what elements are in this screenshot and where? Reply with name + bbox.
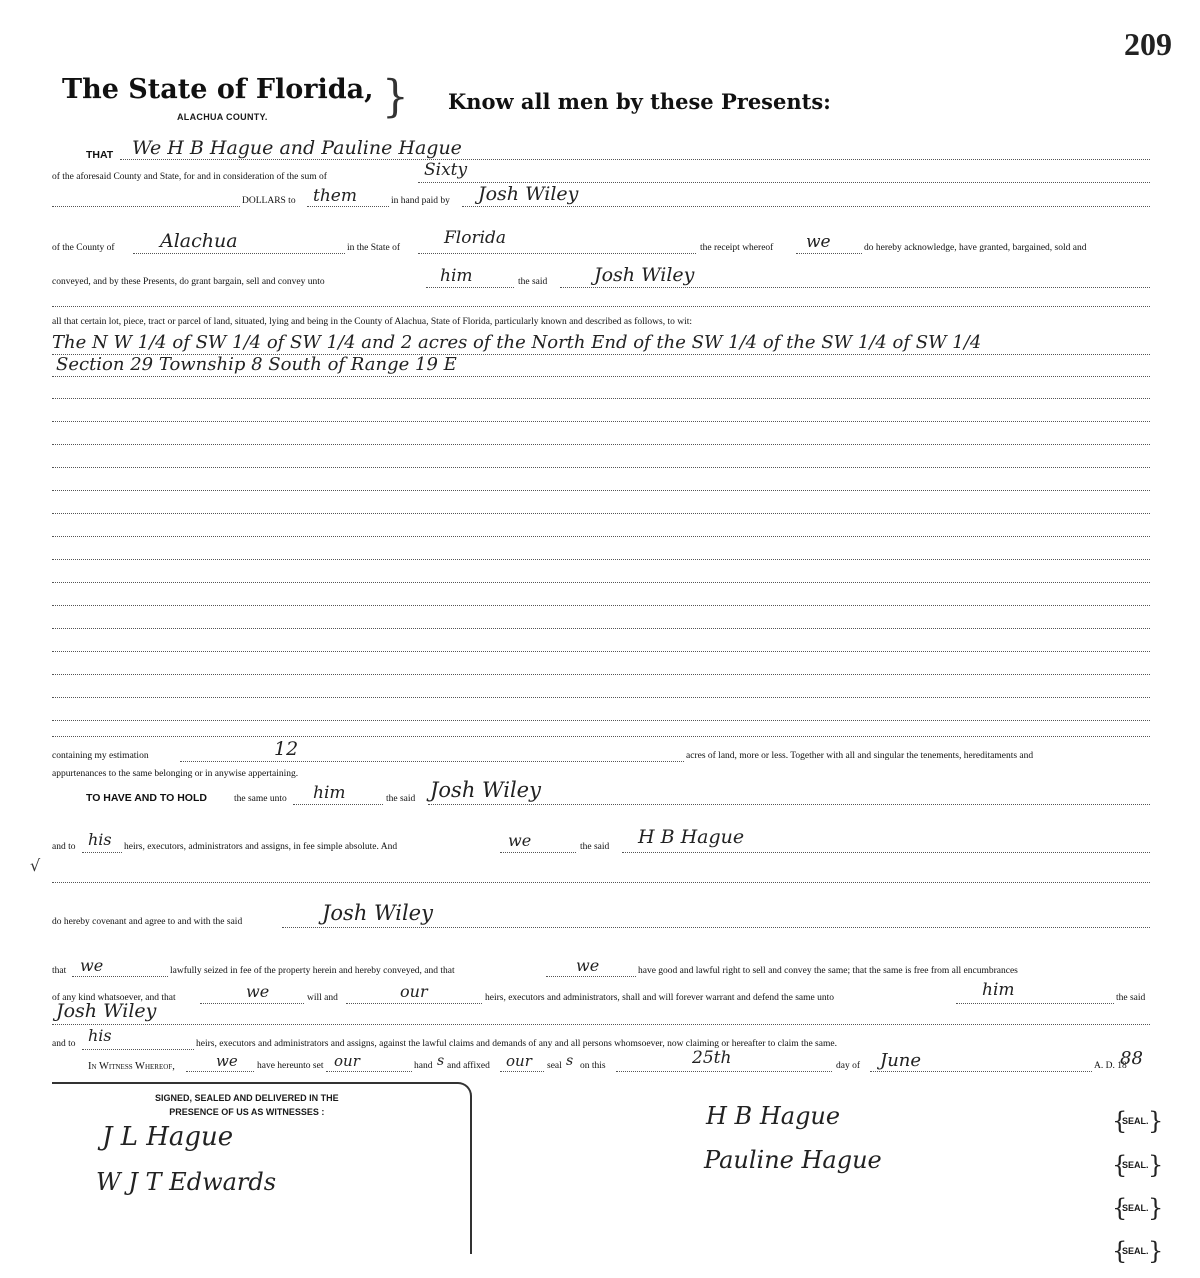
all-that-label: all that certain lot, piece, tract or parcel of land, situated, lying and being in the County of Alachua, State of Florida, particularly known and described as follows, to wit: (52, 317, 693, 327)
affixed-line (500, 1071, 544, 1072)
on-this-label: on this (580, 1061, 606, 1071)
witness-we-line (186, 1071, 254, 1072)
of-any-label: of any kind whatsoever, and that (52, 993, 176, 1003)
ruled-line (52, 736, 1150, 737)
seal-label: seal (547, 1061, 562, 1071)
hold-unto-line (293, 804, 383, 805)
ruled-line (52, 513, 1150, 514)
seal-1 (1112, 1107, 1164, 1135)
good-right-label: have good and lawful right to sell and convey the same; that the same is free from all encumbrances (638, 966, 1018, 976)
state-handwritten: Florida (444, 228, 507, 248)
seals-s-handwritten: s (566, 1053, 574, 1069)
affixed-handwritten: our (506, 1052, 532, 1070)
dollars-to-line (307, 206, 389, 207)
receipt-label: the receipt whereof (700, 243, 774, 253)
know-all-men-heading: Know all men by these Presents: (448, 89, 831, 114)
seal-3 (1112, 1194, 1164, 1222)
unto-end-handwritten: him (982, 980, 1015, 1000)
set-handwritten: our (334, 1052, 360, 1070)
dollars-lead-line (52, 206, 240, 207)
and-to-handwritten: his (88, 830, 112, 849)
and-affixed-label: and affixed (447, 1061, 490, 1071)
grantors-line (120, 159, 1150, 160)
ruled-line (52, 559, 1150, 560)
acknowledge-label: do hereby acknowledge, have granted, bargained, sold and (864, 243, 1087, 253)
paid-by-handwritten: Josh Wiley (478, 183, 579, 205)
said-line (560, 287, 1150, 288)
covenant-label: do hereby covenant and agree to and with the said (52, 917, 243, 927)
that-lower-label: that (52, 966, 67, 976)
seal-right-brace: } (1148, 1194, 1164, 1222)
ruled-line (52, 376, 1150, 377)
said-grantor-line (622, 852, 1150, 853)
ruled-line (52, 421, 1150, 422)
seal-4 (1112, 1237, 1164, 1265)
ruled-line (52, 651, 1150, 652)
county-handwritten: Alachua (160, 230, 238, 252)
county-line (133, 253, 345, 254)
aforesaid-label: of the aforesaid County and State, for and in consideration of the sum of (52, 172, 327, 182)
unto-handwritten: him (440, 266, 473, 286)
and-we-line (500, 852, 576, 853)
ruled-line (52, 720, 1150, 721)
in-state-label: in the State of (347, 243, 401, 253)
ruled-line (52, 605, 1150, 606)
said-grantor-handwritten: H B Hague (638, 826, 745, 848)
ruled-line (52, 674, 1150, 675)
seal-label: SEAL. (1122, 1203, 1149, 1213)
and-to-label: and to (52, 842, 76, 852)
containing-label: containing my estimation (52, 751, 149, 761)
that-we2-handwritten: we (246, 982, 270, 1001)
and-to2-handwritten: his (88, 1026, 112, 1045)
county-heading: ALACHUA COUNTY. (177, 112, 268, 122)
heirs-exec-label: heirs, executors and administrators, shall and will forever warrant and defend the same unto (485, 993, 835, 1003)
witness-we-handwritten: we (216, 1052, 238, 1070)
description-line-2: Section 29 Township 8 South of Range 19 E (56, 354, 457, 375)
acres-label: acres of land, more or less. Together with all and singular the tenements, hereditaments and (686, 751, 1034, 761)
acres-handwritten: 12 (274, 738, 299, 760)
and-that-handwritten: we (576, 956, 600, 975)
seal-2 (1112, 1151, 1164, 1179)
document-title: The State of Florida, (62, 74, 374, 105)
ruled-line (52, 490, 1150, 491)
seal-label: SEAL. (1122, 1246, 1149, 1256)
set-line (326, 1071, 412, 1072)
witness-heading-line-2: PRESENCE OF US AS WITNESSES : (169, 1106, 325, 1117)
ruled-line (52, 1024, 1150, 1025)
covenant-line (282, 927, 1150, 928)
seal-label: SEAL. (1122, 1116, 1149, 1126)
will-and-line (346, 1003, 482, 1004)
page-number: 209 (1124, 26, 1172, 62)
of-county-label: of the County of (52, 243, 115, 253)
will-and-label: will and (307, 993, 338, 1003)
ad-label: A. D. 18 (1094, 1061, 1127, 1071)
conveyed-label: conveyed, and by these Presents, do grant bargain, sell and convey unto (52, 277, 325, 287)
said-grantor-label: the said (580, 842, 610, 852)
said-handwritten: Josh Wiley (594, 264, 695, 286)
ruled-line (52, 444, 1150, 445)
acres-line (180, 761, 684, 762)
seal-right-brace: } (1148, 1107, 1164, 1135)
and-to-line (82, 852, 122, 853)
paid-by-line (462, 206, 1150, 207)
said-end-handwritten: Josh Wiley (56, 1000, 157, 1022)
the-said-end-label: the said (1116, 993, 1146, 1003)
appurtenances-label: appurtenances to the same belonging or in anywise appertaining. (52, 769, 299, 779)
witness-2-signature: W J T Edwards (96, 1168, 277, 1196)
hand-label: hand (414, 1061, 433, 1071)
seal-left-brace: { (1112, 1237, 1128, 1265)
that-we2-line (200, 1003, 304, 1004)
ruled-line (52, 398, 1150, 399)
day-line (616, 1071, 832, 1072)
in-witness-label: In Witness Whereof, (88, 1061, 175, 1072)
the-said-label: the said (518, 277, 548, 287)
heirs-against-label: heirs, executors and administrators and assigns, against the lawful claims and demands of any and all persons whomsoever, now claiming or hereafter to claim the same. (196, 1039, 837, 1049)
seal-left-brace: { (1112, 1107, 1128, 1135)
hold-said-handwritten: Josh Wiley (430, 778, 541, 802)
dollars-to-handwritten: them (313, 186, 357, 206)
receipt-line (796, 253, 862, 254)
and-to2-line (82, 1049, 194, 1050)
header-brace: } (382, 70, 409, 123)
in-hand-label: in hand paid by (391, 196, 450, 206)
lawfully-label: lawfully seized in fee of the property herein and hereby conveyed, and that (170, 966, 455, 976)
witness-heading-line-1: SIGNED, SEALED AND DELIVERED IN THE (155, 1093, 339, 1103)
heirs-fee-label: heirs, executors, administrators and assigns, in fee simple absolute. And (124, 842, 398, 852)
seal-left-brace: { (1112, 1194, 1128, 1222)
month-line (870, 1071, 1092, 1072)
will-and-handwritten: our (400, 982, 428, 1001)
ruled-line (52, 628, 1150, 629)
grantor-2-signature: Pauline Hague (704, 1146, 882, 1174)
ruled-line (52, 536, 1150, 537)
hold-said-label: the said (386, 794, 416, 804)
hold-said-line (428, 804, 1150, 805)
and-to2-label: and to (52, 1039, 76, 1049)
year-handwritten: 88 (1120, 1048, 1143, 1069)
that-label: THAT (86, 149, 114, 161)
seal-left-brace: { (1112, 1151, 1128, 1179)
hold-unto-handwritten: him (313, 783, 346, 803)
ruled-line (52, 467, 1150, 468)
ruled-line (52, 697, 1150, 698)
dollars-to-label: DOLLARS to (242, 196, 296, 206)
day-handwritten: 25th (692, 1048, 732, 1068)
ruled-line (52, 882, 1150, 883)
to-have-label: TO HAVE AND TO HOLD (86, 792, 207, 804)
receipt-handwritten: we (806, 232, 831, 252)
sum-handwritten: Sixty (424, 160, 468, 180)
hands-s-handwritten: s (437, 1053, 445, 1069)
unto-end-line (956, 1003, 1114, 1004)
witness-heading (155, 1092, 339, 1119)
witness-1-signature: J L Hague (102, 1122, 234, 1152)
check-mark: √ (30, 856, 41, 875)
and-we-handwritten: we (508, 831, 532, 850)
ruled-line (52, 582, 1150, 583)
seal-right-brace: } (1148, 1237, 1164, 1265)
seal-right-brace: } (1148, 1151, 1164, 1179)
grantors-handwritten: We H B Hague and Pauline Hague (132, 137, 462, 159)
covenant-handwritten: Josh Wiley (322, 901, 433, 925)
day-of-label: day of (836, 1061, 861, 1071)
seal-label: SEAL. (1122, 1160, 1149, 1170)
ruled-line (52, 306, 1150, 307)
that-we-line (72, 976, 168, 977)
state-line (418, 253, 696, 254)
have-hereunto-label: have hereunto set (257, 1061, 324, 1071)
grantor-1-signature: H B Hague (706, 1102, 841, 1130)
same-unto-label: the same unto (234, 794, 287, 804)
and-that-line (546, 976, 636, 977)
month-handwritten: June (880, 1050, 922, 1071)
unto-line (426, 287, 514, 288)
description-line-1: The N W 1/4 of SW 1/4 of SW 1/4 and 2 acres of the North End of the SW 1/4 of the SW 1/4 of SW 1/4 (52, 332, 982, 353)
that-we-handwritten: we (80, 956, 104, 975)
